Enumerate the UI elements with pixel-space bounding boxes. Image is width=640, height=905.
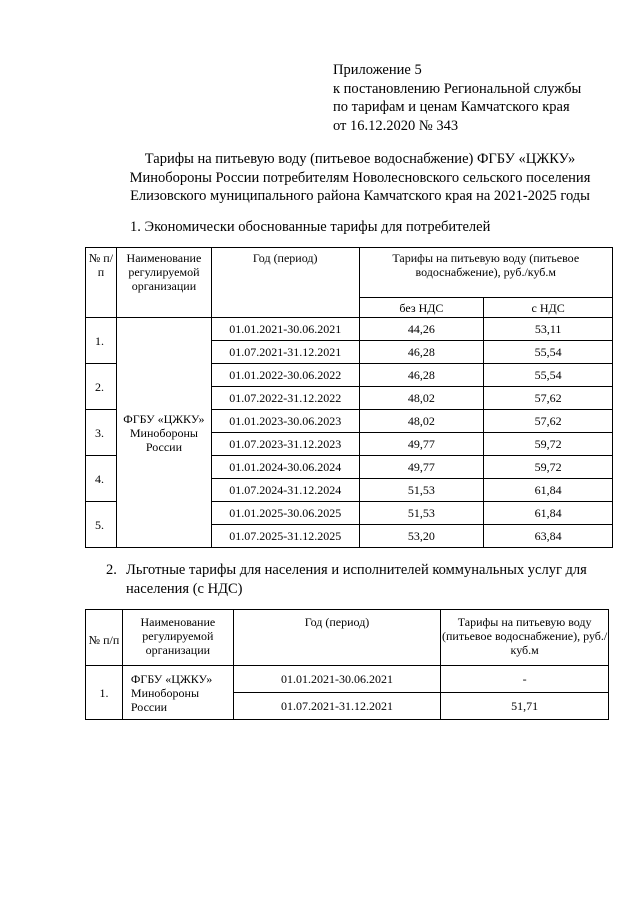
header-org: Наименование регулируемой организации: [122, 610, 233, 666]
row-number: 1.: [86, 318, 117, 364]
no-vat-cell: 51,53: [359, 502, 484, 525]
with-vat-cell: 61,84: [484, 479, 613, 502]
with-vat-cell: 61,84: [484, 502, 613, 525]
no-vat-cell: 46,28: [359, 341, 484, 364]
period-cell: 01.07.2021-31.12.2021: [211, 341, 359, 364]
no-vat-cell: 49,77: [359, 433, 484, 456]
economic-tariffs-table: [85, 247, 613, 548]
period-cell: 01.01.2023-30.06.2023: [211, 410, 359, 433]
header-org: Наименование регулируемой организации: [116, 248, 211, 318]
no-vat-cell: 48,02: [359, 387, 484, 410]
period-cell: 01.07.2024-31.12.2024: [211, 479, 359, 502]
row-number: 5.: [86, 502, 117, 548]
org-name: ФГБУ «ЦЖКУ» Минобороны России: [122, 666, 233, 720]
no-vat-cell: 53,20: [359, 525, 484, 548]
section-2-heading: [106, 561, 616, 598]
appendix-line: по тарифам и ценам Камчатского края: [333, 99, 570, 115]
header-num: № п/п: [86, 610, 123, 666]
header-no-vat: без НДС: [359, 298, 484, 318]
row-number: 1.: [86, 666, 123, 720]
table-row: [86, 666, 609, 693]
with-vat-cell: 53,11: [484, 318, 613, 341]
title-line: Елизовского муниципального района Камчатского края на 2021-2025 годы: [130, 188, 590, 204]
with-vat-cell: 59,72: [484, 433, 613, 456]
header-num: № п/п: [86, 248, 117, 318]
period-cell: 01.07.2021-31.12.2021: [233, 693, 440, 720]
header-period: Год (период): [233, 610, 440, 666]
title-line: Минобороны России потребителям Новолесновского сельского поселения: [129, 169, 591, 186]
tariff-cell: -: [441, 666, 609, 693]
preferential-tariffs-table: [85, 609, 609, 720]
row-number: 3.: [86, 410, 117, 456]
no-vat-cell: 48,02: [359, 410, 484, 433]
period-cell: 01.01.2021-30.06.2021: [211, 318, 359, 341]
with-vat-cell: 55,54: [484, 341, 613, 364]
title-line: Тарифы на питьевую воду (питьевое водоснабжение) ФГБУ «ЦЖКУ»: [144, 151, 576, 167]
header-period: Год (период): [211, 248, 359, 318]
section-2-line: Льготные тарифы для населения и исполнителей коммунальных услуг для: [126, 562, 587, 578]
period-cell: 01.01.2024-30.06.2024: [211, 456, 359, 479]
no-vat-cell: 51,53: [359, 479, 484, 502]
period-cell: 01.07.2022-31.12.2022: [211, 387, 359, 410]
header-tariff: Тарифы на питьевую воду (питьевое водоснабжение), руб./куб.м: [359, 248, 612, 298]
tariff-cell: 51,71: [441, 693, 609, 720]
no-vat-cell: 46,28: [359, 364, 484, 387]
table-row: [86, 318, 613, 341]
appendix-header: [333, 61, 581, 135]
header-with-vat: с НДС: [484, 298, 613, 318]
document-title: [90, 150, 630, 206]
with-vat-cell: 59,72: [484, 456, 613, 479]
period-cell: 01.01.2022-30.06.2022: [211, 364, 359, 387]
org-name: ФГБУ «ЦЖКУ» Минобороны России: [116, 318, 211, 548]
appendix-line: Приложение 5: [333, 62, 422, 78]
header-tariff: Тарифы на питьевую воду (питьевое водоснабжение), руб./куб.м: [441, 610, 609, 666]
section-1-heading: 1. Экономически обоснованные тарифы для потребителей: [130, 219, 491, 235]
with-vat-cell: 57,62: [484, 410, 613, 433]
with-vat-cell: 63,84: [484, 525, 613, 548]
with-vat-cell: 55,54: [484, 364, 613, 387]
period-cell: 01.01.2021-30.06.2021: [233, 666, 440, 693]
no-vat-cell: 49,77: [359, 456, 484, 479]
row-number: 4.: [86, 456, 117, 502]
no-vat-cell: 44,26: [359, 318, 484, 341]
period-cell: 01.07.2023-31.12.2023: [211, 433, 359, 456]
section-2-line: населения (с НДС): [126, 580, 243, 597]
period-cell: 01.07.2025-31.12.2025: [211, 525, 359, 548]
row-number: 2.: [86, 364, 117, 410]
period-cell: 01.01.2025-30.06.2025: [211, 502, 359, 525]
section-2-number: 2.: [106, 562, 117, 578]
with-vat-cell: 57,62: [484, 387, 613, 410]
appendix-line: от 16.12.2020 № 343: [333, 117, 459, 134]
appendix-line: к постановлению Региональной службы: [333, 80, 582, 97]
